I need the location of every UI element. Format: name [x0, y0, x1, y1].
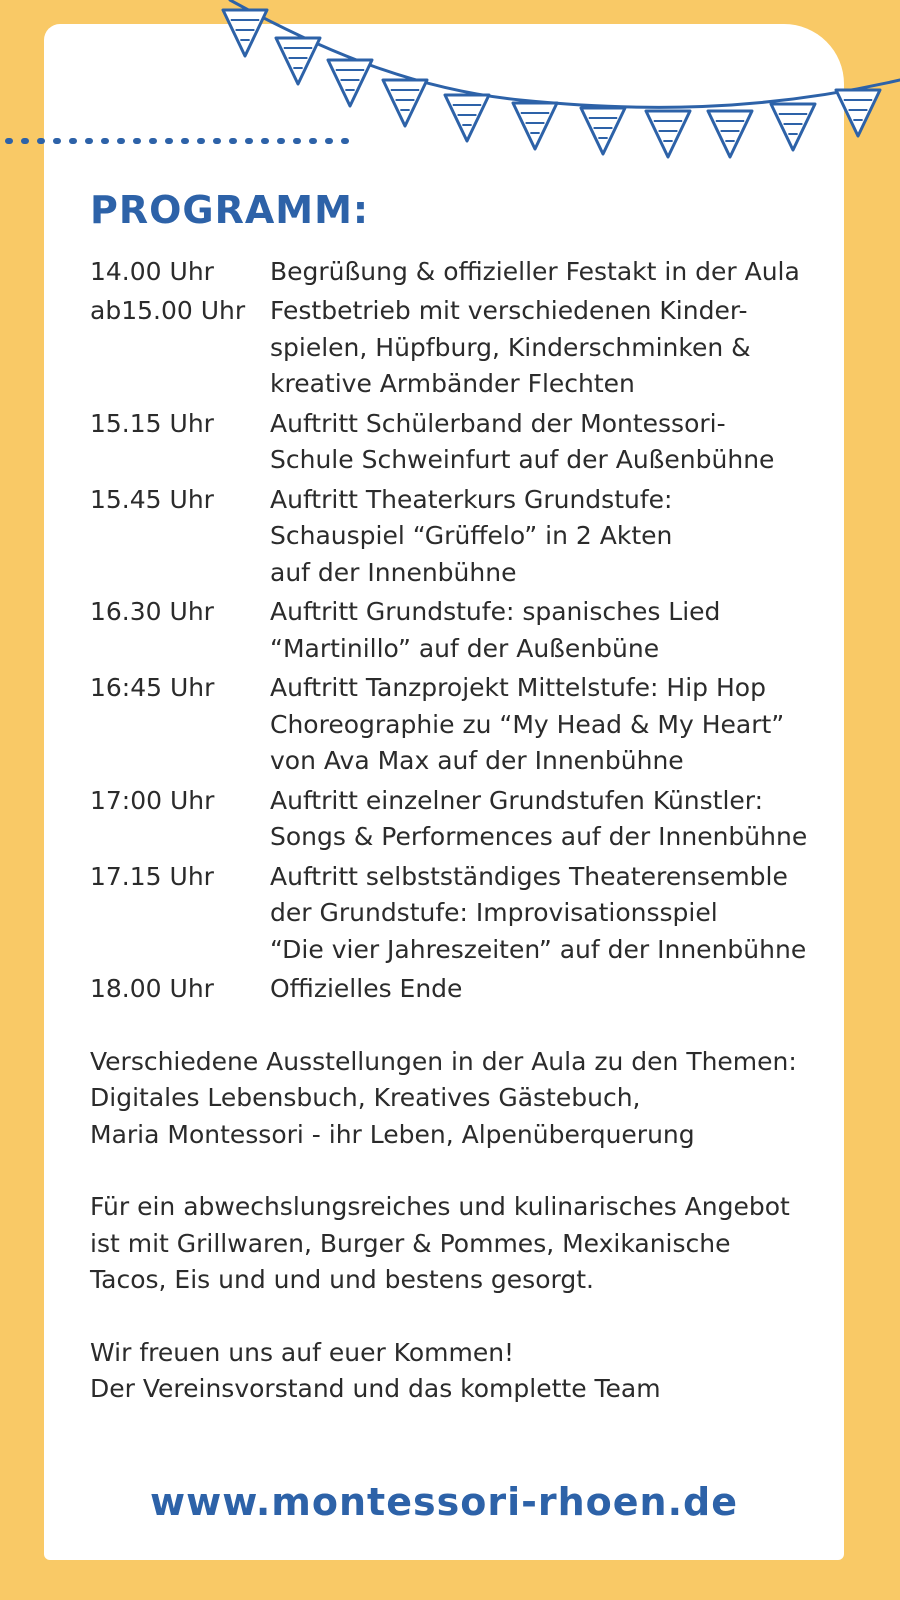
schedule-time: 15.15 Uhr	[90, 408, 214, 438]
description-line: Auftritt Theaterkurs Grundstufe:	[270, 484, 673, 514]
description-line: “Die vier Jahreszeiten” auf der Innenbühne	[270, 934, 807, 964]
schedule-time: 17.15 Uhr	[90, 861, 214, 891]
schedule-description	[270, 594, 830, 667]
schedule-row	[90, 482, 830, 592]
text-line: Verschiedene Ausstellungen in der Aula zu den Themen:	[90, 1046, 797, 1076]
text-line: Tacos, Eis und und und bestens gesorgt.	[90, 1265, 594, 1295]
text-line: Für ein abwechslungsreiches und kulinarisches Angebot	[90, 1192, 790, 1222]
description-line: spielen, Hüpfburg, Kinderschminken &	[270, 332, 751, 362]
bunting-flag	[445, 95, 489, 141]
schedule-row	[90, 254, 830, 291]
bunting-flag	[276, 38, 320, 84]
bunting-decoration	[0, 0, 900, 200]
description-line: kreative Armbänder Flechten	[270, 369, 635, 399]
description-line: Choreographie zu “My Head & My Heart”	[270, 709, 785, 739]
description-line: Auftritt selbstständiges Theaterensemble	[270, 861, 788, 891]
description-line: der Grundstufe: Improvisationsspiel	[270, 898, 718, 928]
schedule-row	[90, 293, 830, 403]
website-link[interactable]: www.montessori-rhoen.de	[149, 1480, 739, 1524]
description-line: Auftritt einzelner Grundstufen Künstler:	[270, 785, 764, 815]
schedule-time: 17:00 Uhr	[90, 785, 215, 815]
bunting-flag	[836, 90, 880, 136]
program-content	[90, 190, 830, 1408]
description-line: von Ava Max auf der Innenbühne	[270, 746, 684, 776]
text-line: Maria Montessori - ihr Leben, Alpenüberquerung	[90, 1119, 695, 1149]
bunting-flag	[223, 10, 267, 56]
text-line: Der Vereinsvorstand und das komplette Team	[90, 1374, 661, 1404]
bunting-flag	[328, 60, 372, 106]
schedule-time: 16.30 Uhr	[90, 597, 214, 627]
schedule-description	[270, 783, 830, 856]
schedule-description	[270, 482, 830, 592]
schedule-list	[90, 254, 830, 1008]
bunting-flag	[383, 80, 427, 126]
description-line: Auftritt Schülerband der Montessori-	[270, 408, 726, 438]
schedule-description	[270, 859, 830, 969]
schedule-row	[90, 859, 830, 969]
description-line: “Martinillo” auf der Außenbüne	[270, 633, 660, 663]
bunting-string	[230, 0, 900, 107]
description-line: Offizielles Ende	[270, 974, 463, 1004]
text-line: ist mit Grillwaren, Burger & Pommes, Mexikanische	[90, 1228, 731, 1258]
schedule-time: ab15.00 Uhr	[90, 296, 246, 326]
description-line: Begrüßung & offizieller Festakt in der Aula	[270, 256, 800, 286]
schedule-time: 18.00 Uhr	[90, 974, 214, 1004]
description-line: Auftritt Grundstufe: spanisches Lied	[270, 597, 721, 627]
program-heading: PROGRAMM:	[90, 188, 370, 232]
description-line: Schauspiel “Grüffelo” in 2 Akten	[270, 521, 673, 551]
schedule-description	[270, 971, 830, 1008]
bunting-flag	[646, 111, 690, 157]
bunting-flag	[771, 104, 815, 150]
text-line: Wir freuen uns auf euer Kommen!	[90, 1337, 515, 1367]
schedule-time: 16:45 Uhr	[90, 673, 215, 703]
description-line: Auftritt Tanzprojekt Mittelstufe: Hip Hop	[270, 673, 766, 703]
schedule-row	[90, 971, 830, 1008]
schedule-row	[90, 594, 830, 667]
description-line: Songs & Performences auf der Innenbühne	[270, 822, 808, 852]
schedule-description	[270, 254, 830, 291]
food-paragraph	[90, 1189, 830, 1299]
closing-paragraph	[90, 1335, 830, 1408]
description-line: Schule Schweinfurt auf der Außenbühne	[270, 445, 775, 475]
description-line: Festbetrieb mit verschiedenen Kinder-	[270, 296, 748, 326]
bunting-flag	[581, 108, 625, 154]
schedule-time: 14.00 Uhr	[90, 256, 214, 286]
schedule-time: 15.45 Uhr	[90, 484, 214, 514]
text-line: Digitales Lebensbuch, Kreatives Gästebuch,	[90, 1083, 641, 1113]
schedule-description	[270, 293, 830, 403]
schedule-description	[270, 406, 830, 479]
exhibitions-paragraph	[90, 1044, 830, 1154]
bunting-flag	[708, 111, 752, 157]
schedule-row	[90, 783, 830, 856]
schedule-row	[90, 406, 830, 479]
description-line: auf der Innenbühne	[270, 557, 517, 587]
schedule-row	[90, 670, 830, 780]
schedule-description	[270, 670, 830, 780]
bunting-flag	[513, 103, 557, 149]
